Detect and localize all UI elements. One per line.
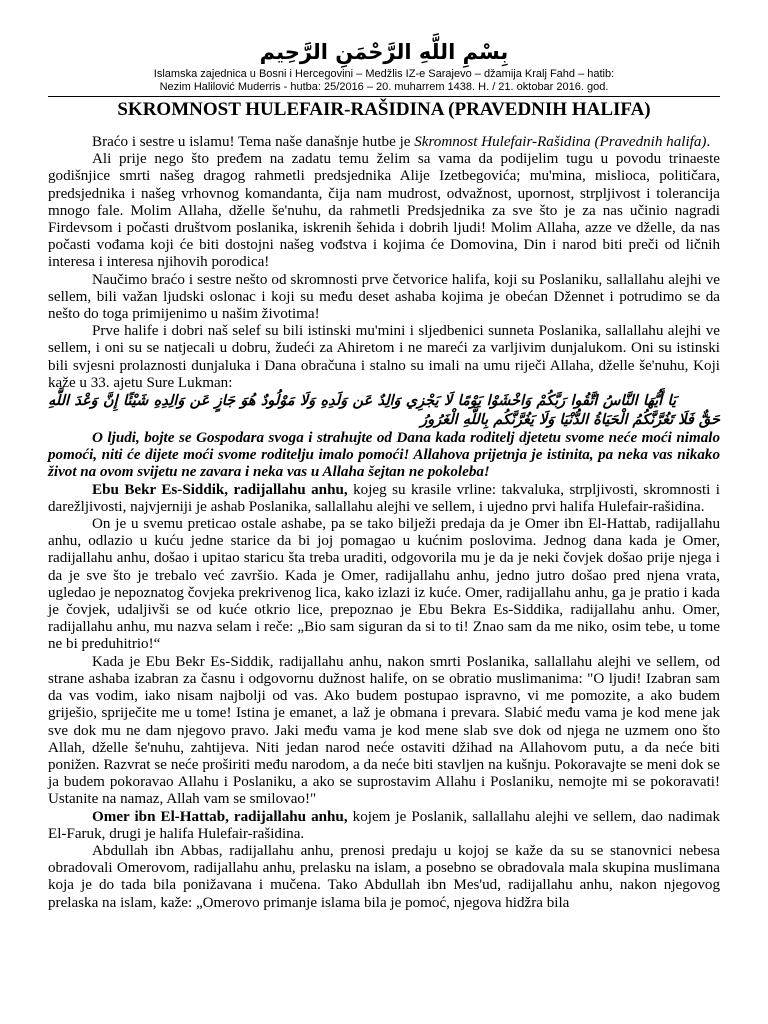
- paragraph-abu-bakr-text: kojeg su krasile vrline: takvaluka, strpljivosti, skromnosti i darežljivosti, najvjerniji je ashab Poslanika, sallallahu alejhi ve sellem, i ujedno prvi halifa Hulefair-rašidina.: [48, 481, 720, 515]
- paragraph-intro: [48, 134, 720, 151]
- header-divider: [48, 96, 720, 97]
- quran-verse-arabic: يَا أَيُّهَا النَّاسُ اتَّقُوا رَبَّكُمْ وَاخْشَوْا يَوْمًا لَا يَجْزِي وَالِدٌ عَن وَلَدِهِ وَلَا مَوْلُودٌ هُوَ جَازٍ عَن وَالِدِهِ شَيْئًا إِنَّ وَعْدَ اللَّهِ حَقٌّ فَلَا تَغُرَّنَّكُمُ الْحَيَاةُ الدُّنْيَا وَلَا يَغُرَّنَّكُم بِاللَّهِ الْغَرُورُ: [48, 393, 720, 429]
- paragraph-condolence: Ali prije nego što pređem na zadatu temu želim sa vama da podijelim tugu u povodu trinaeste godišnjice smrti našeg dragog rahmetli predsjednika Alije Izetbegovića; mu'mina, mislioca, političara, predsjednika i našeg vrhovnog komandanta, čija nam mudrost, odvažnost, upornost, strpljivost i tolerancija mnogo fale. Molim Allaha, dželle še'nuhu, da rahmetli Predsjednika za sve što je za nas učinio nagradi Firdevsom i počasti društvom poslanika, iskrenih šehida i dobrih ljudi! Molim Allaha, azze ve dželle, da nas počasti vođama koji će biti dostojni našeg vođstva i kojima će Domovina, Din i narod biti preči od ličnih interesa i interesa njihovih porodica!: [48, 151, 720, 271]
- paragraph-abu-bakr-name: Ebu Bekr Es-Siddik, radijallahu anhu,: [92, 481, 348, 498]
- basmala: بِسْمِ اللَّهِ الرَّحْمَنِ الرَّحِيم: [259, 40, 509, 64]
- paragraph-umar: [48, 809, 720, 843]
- paragraph-old-woman-story: On je u svemu preticao ostale ashabe, pa se tako bilježi predaja da je Omer ibn El-Hattab, radijallahu anhu, odlazio u kuću jedne starice da bi joj pomagao u kućnim poslovima. Jednog dana kada je Omer, radijallahu anhu, došao i upitao staricu šta treba uraditi, odgovorila mu je da je neki čovjek došao prije njega i da je sve što je trebalo već završio. Kada je Omer, radijallahu anhu, jedno jutro došao pred njena vrata, ugledao je nepoznatog čovjeka prekrivenog lica, kako izlazi iz kuće. Omer, radijallahu anhu, ga je pratio i kada je čovjek, udaljivši se od kuće otkrio lice, prepoznao je Ebu Bekra Es-Siddika, radijallahu anhu. Omer, radijallahu anhu, mu nazva selam i reče: „Bio sam siguran da si to ti! Znao sam da me niko, osim tebe, u tome ne bi preduhitrio!“: [48, 516, 720, 653]
- paragraph-first-caliphs: Prve halife i dobri naš selef su bili istinski mu'mini i sljedbenici sunneta Poslanika, sallallahu alejhi ve sellem, i oni su se natjecali u dobru, žudeći za Ahiretom i ne mareći za varljivim dunjalukom. Oni su istinski bili svjesni prolaznosti dunjaluka i Dana obračuna i stalno su imali na umu riječi Allaha, dželle še'nuhu, Koji kaže u 33. ajetu Sure Lukman:: [48, 323, 720, 391]
- paragraph-abu-bakr-speech: Kada je Ebu Bekr Es-Siddik, radijallahu anhu, nakon smrti Poslanika, sallallahu alejhi ve sellem, od strane ashaba izabran za časnu i odgovornu dužnost halife, on se obratio muslimanima: "O ljudi! Izabran sam da vas vodim, iako nisam najbolji od vas. Ako budem postupao ispravno, vi me pomozite, a ako budem griješio, spriječite me u tome! Istina je emanet, a laž je obmana i prevara. Slabić među vama je kod mene jak sve dok mu ne dam njegovo pravo. Jaki među vama je kod mene slab sve dok od njega ne uzmem ono što Allah, dželle še'nuhu, zahtijeva. Niti jedan narod neće ostaviti džihad na Allahovom putu, a da neće biti ponižen. Razvrat se neće proširiti među narodom, a da neće biti stavljen na kušnju. Pokoravajte se meni dok se ja budem pokoravao Allahu i Poslaniku, a ako se suprostavim Allahu i Poslaniku, nemojte mi se pokoravati! Ustanite na namaz, Allah vam se smilovao!": [48, 653, 720, 808]
- paragraph-intro-text: Braćo i sestre u islamu! Tema naše današnje hutbe je: [92, 134, 415, 150]
- paragraph-ibn-abbas: Abdullah ibn Abbas, radijallahu anhu, prenosi predaju u kojoj se kaže da su se stanovnici nebesa obradovali Omerovom, radijallahu anhu, prelasku na islam, a posebno se obradovala mala skupina muslimana koja je do tada bila ponižavana i mučena. Tako Abdullah ibn Mes'ud, radijallahu anhu, nakon njegovog prelaska na islam, kaže: „Omerovo primanje islama bila je pomoć, njegova hidžra bila: [48, 842, 720, 911]
- paragraph-umar-text: kojem je Poslanik, sallallahu alejhi ve sellem, dao nadimak El-Faruk, drugi je halifa Hulefair-rašidina.: [48, 808, 720, 842]
- document-body: [48, 134, 720, 912]
- quran-verse-translation: O ljudi, bojte se Gospodara svoga i strahujte od Dana kada roditelj djetetu svome neće moći nimalo pomoći, niti će dijete moći svome roditelju imalo pomoći! Allahova prijetnja je istinita, pa neka vas nikako život na ovom svijetu ne zavara i neka vas u Allaha šejtan ne pokoleba!: [48, 430, 720, 481]
- header-institution-line: Islamska zajednica u Bosni i Hercegovini – Medžlis IZ-e Sarajevo – džamija Kralj Fahd – hatib:: [153, 68, 615, 80]
- paragraph-abu-bakr: [48, 482, 720, 516]
- paragraph-humility: Naučimo braćo i sestre nešto od skromnosti prve četvorice halifa, koji su Poslaniku, sallallahu alejhi ve sellem, bili važan ljudski oslonac i koji su među deset ashaba kojima je obećan Džennet i potrudimo se da nešto do toga primijenimo u našim životima!: [48, 271, 720, 323]
- paragraph-intro-end: .: [706, 134, 711, 150]
- paragraph-umar-name: Omer ibn El-Hattab, radijallahu anhu,: [92, 808, 348, 825]
- header-khutbah-info-line: Nezim Halilović Muderris - hutba: 25/2016 – 20. muharrem 1438. H. / 21. oktobar 2016. god.: [159, 81, 609, 93]
- page-title: SKROMNOST HULEFAIR-RAŠIDINA (PRAVEDNIH HALIFA): [117, 99, 651, 120]
- paragraph-intro-topic: Skromnost Hulefair-Rašidina (Pravednih halifa): [414, 134, 707, 150]
